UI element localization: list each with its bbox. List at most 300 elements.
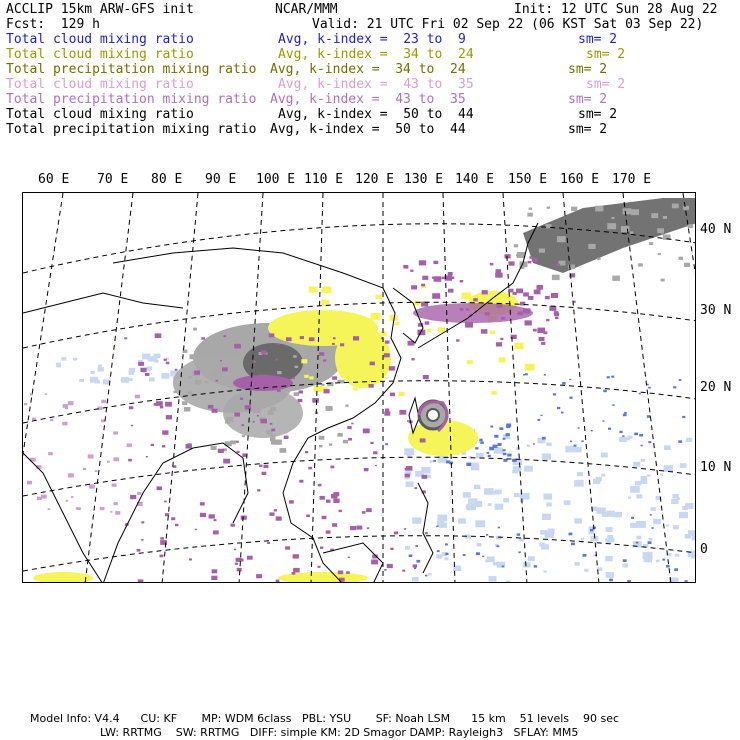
legend-field: Total precipitation mixing ratio: [6, 92, 257, 107]
blue-patch: [562, 382, 566, 385]
light-blue-patch: [548, 529, 555, 534]
light-blue-patch: [161, 373, 169, 379]
typhoon-eye: [427, 409, 439, 421]
purple-speck: [399, 410, 406, 415]
purple-speck: [394, 532, 398, 535]
gray-speck: [316, 376, 321, 380]
light-blue-patch: [489, 576, 497, 582]
model-info-line2: LW: RRTMG SW: RRTMG DIFF: simple KM: 2D Smagor DAMP: Rayleigh3 SFLAY: MM5: [100, 726, 579, 739]
gray-speck: [319, 445, 323, 447]
yellow-speck: [462, 292, 472, 299]
blue-patch: [490, 426, 493, 428]
blue-patch: [612, 404, 614, 406]
gray-speck: [684, 263, 690, 267]
purple-speck: [525, 320, 532, 325]
legend-field: Total cloud mixing ratio: [6, 107, 194, 122]
light-blue-patch: [147, 366, 153, 370]
gray-speck: [188, 376, 192, 379]
blue-patch: [639, 393, 641, 395]
gray-speck: [539, 249, 545, 253]
blue-patch: [634, 433, 638, 436]
purple-speck: [285, 546, 290, 549]
purple-speck: [289, 500, 294, 503]
blue-patch: [619, 431, 622, 433]
purple-speck: [128, 459, 132, 462]
purple-speck: [253, 421, 255, 423]
gray-speck: [649, 242, 653, 245]
purple-speck: [356, 526, 362, 530]
purple-speck: [146, 456, 148, 457]
gray-speck: [253, 408, 261, 414]
light-purple-speck: [135, 395, 140, 399]
blue-patch: [409, 555, 413, 558]
light-purple-speck: [24, 403, 27, 405]
blue-patch: [534, 565, 537, 567]
light-blue-patch: [671, 499, 678, 504]
purple-speck: [162, 445, 165, 447]
purple-speck: [224, 335, 227, 337]
gray-speck: [630, 231, 633, 233]
purple-speck: [460, 280, 464, 282]
blue-patch: [445, 543, 448, 545]
yellow-speck: [313, 386, 322, 392]
gray-speck: [182, 401, 187, 405]
light-blue-patch: [543, 570, 546, 572]
blue-patch: [569, 379, 571, 380]
purple-speck: [534, 290, 541, 295]
light-blue-patch: [406, 481, 414, 487]
light-blue-patch: [463, 492, 471, 498]
purple-speck: [220, 360, 222, 361]
purple-speck: [270, 423, 273, 425]
gray-speck: [313, 357, 317, 360]
purple-speck: [405, 474, 410, 478]
purple-speck: [306, 515, 310, 518]
gray-speck: [688, 224, 694, 228]
purple-speck: [347, 426, 351, 429]
light-blue-patch: [606, 572, 614, 578]
light-purple-speck: [41, 495, 47, 499]
blue-patch: [507, 454, 511, 457]
light-blue-patch: [601, 453, 608, 458]
purple-speck: [410, 270, 413, 272]
blue-patch: [679, 379, 682, 381]
purple-speck: [320, 547, 323, 549]
light-blue-patch: [543, 494, 552, 500]
light-blue-patch: [73, 358, 77, 361]
purple-speck: [131, 425, 133, 427]
purple-speck: [432, 293, 440, 299]
light-purple-speck: [32, 418, 36, 421]
gray-speck: [597, 258, 601, 261]
purple-speck: [261, 351, 266, 355]
purple-speck: [129, 406, 133, 409]
purple-speck: [305, 451, 308, 453]
light-purple-speck: [50, 419, 53, 421]
purple-speck: [390, 548, 393, 550]
purple-speck: [495, 273, 502, 278]
light-blue-patch: [430, 460, 434, 463]
blue-patch: [581, 440, 583, 442]
blue-patch: [416, 560, 420, 563]
light-purple-speck: [112, 483, 117, 486]
purple-speck: [160, 537, 164, 540]
purple-speck: [261, 419, 268, 424]
model-info-line1: Model Info: V4.4 CU: KF MP: WDM 6class PBL: YSU SF: Noah LSM 15 km 51 levels 90 sec: [30, 712, 620, 725]
yellow-speck: [438, 327, 446, 332]
purple-speck: [532, 258, 538, 262]
purple-speck: [235, 563, 238, 565]
purple-speck: [298, 399, 303, 402]
gray-speck: [661, 279, 665, 282]
purple-speck: [407, 420, 409, 422]
blue-patch: [623, 414, 627, 417]
light-purple-speck: [66, 500, 69, 502]
purple-speck: [124, 337, 127, 339]
gray-speck: [345, 405, 348, 407]
purple-speck: [293, 554, 299, 558]
blue-patch: [466, 463, 471, 466]
purple-speck: [339, 510, 342, 512]
light-purple-speck: [114, 502, 118, 505]
init-time: Init: 12 UTC Sun 28 Aug 22: [514, 2, 718, 17]
lon-label: 100 E: [256, 172, 296, 187]
purple-speck: [308, 467, 312, 470]
legend-sm: sm= 2: [586, 77, 626, 92]
light-blue-patch: [149, 378, 155, 382]
light-blue-patch: [623, 564, 629, 568]
purple-speck: [508, 261, 514, 265]
yellow-speck: [301, 359, 307, 363]
blue-patch: [622, 435, 624, 437]
purple-speck: [160, 406, 163, 408]
purple-speck: [274, 509, 277, 511]
yellow-speck: [491, 391, 497, 395]
purple-speck: [390, 393, 395, 397]
light-blue-patch: [506, 581, 511, 584]
light-blue-patch: [673, 525, 679, 529]
purple-speck: [364, 468, 369, 471]
light-blue-patch: [679, 512, 688, 518]
blue-patch: [673, 386, 676, 388]
purple-speck: [423, 375, 429, 379]
purple-speck: [340, 343, 344, 346]
light-blue-patch: [546, 442, 551, 446]
lon-label: 60 E: [38, 172, 70, 187]
gray-speck: [300, 377, 304, 380]
blue-patch: [624, 412, 627, 414]
light-blue-patch: [129, 371, 135, 375]
gray-speck: [190, 354, 197, 359]
purple-speck: [323, 359, 326, 361]
legend-sm: sm= 2: [568, 122, 608, 137]
light-blue-patch: [79, 379, 84, 382]
light-blue-patch: [484, 488, 493, 495]
light-blue-patch: [663, 465, 673, 472]
light-blue-patch: [574, 518, 582, 523]
blue-patch: [506, 433, 510, 436]
light-blue-patch: [666, 524, 669, 526]
purple-speck: [211, 576, 217, 580]
purple-speck: [411, 285, 417, 289]
purple-speck: [209, 514, 215, 518]
blue-patch: [678, 440, 682, 443]
purple-speck: [200, 502, 205, 505]
light-blue-patch: [437, 515, 447, 522]
light-blue-patch: [540, 530, 547, 535]
purple-speck: [546, 319, 549, 321]
light-blue-patch: [686, 438, 692, 442]
purple-speck: [554, 313, 559, 317]
lon-label: 80 E: [151, 172, 183, 187]
blue-patch: [627, 580, 631, 583]
light-purple-speck: [71, 496, 74, 498]
purple-speck: [326, 530, 331, 533]
purple-speck: [175, 524, 178, 526]
purple-speck: [154, 403, 158, 406]
light-purple-speck: [68, 473, 74, 477]
light-blue-patch: [488, 503, 492, 506]
gray-speck: [612, 276, 620, 281]
purple-speck: [422, 276, 428, 280]
gray-speck: [343, 440, 348, 444]
blue-patch: [517, 533, 521, 535]
legend-sm: sm= 2: [568, 92, 608, 107]
light-blue-patch: [688, 530, 696, 535]
purple-speck: [164, 359, 167, 361]
light-purple-speck: [27, 481, 32, 485]
blue-patch: [648, 387, 651, 389]
purple-speck: [324, 389, 330, 393]
purple-speck: [370, 442, 373, 444]
light-blue-patch: [514, 493, 520, 497]
yellow-cloud: [33, 572, 93, 583]
purple-speck: [456, 339, 459, 341]
light-blue-patch: [494, 490, 500, 494]
blue-patch: [499, 427, 503, 430]
purple-speck: [353, 336, 359, 340]
purple-speck: [264, 465, 269, 468]
light-blue-patch: [675, 554, 679, 557]
purple-speck: [385, 443, 388, 445]
yellow-speck: [321, 300, 329, 306]
legend-sm: sm= 2: [586, 47, 626, 62]
purple-speck: [368, 384, 373, 388]
gray-speck: [193, 328, 197, 331]
purple-speck: [528, 296, 534, 300]
purple-speck: [528, 261, 532, 264]
purple-speck: [237, 568, 242, 572]
blue-patch: [542, 437, 546, 440]
purple-speck: [500, 338, 503, 340]
light-blue-patch: [575, 562, 580, 566]
blue-patch: [544, 374, 546, 376]
purple-speck: [216, 380, 218, 382]
gray-speck: [273, 397, 278, 400]
blue-patch: [569, 397, 572, 399]
purple-speck: [231, 524, 235, 527]
purple-speck: [330, 466, 334, 469]
gray-speck: [329, 443, 332, 445]
yellow-speck: [309, 287, 318, 293]
legend-avg: Avg, k-index = 50 to 44: [270, 122, 466, 137]
legend-field: Total cloud mixing ratio: [6, 47, 194, 62]
gray-speck: [293, 355, 297, 358]
latitude-line: [23, 457, 696, 496]
blue-patch: [685, 580, 688, 582]
light-purple-speck: [88, 454, 94, 458]
purple-speck: [481, 329, 488, 334]
blue-patch: [590, 529, 593, 531]
blue-patch: [525, 373, 528, 375]
blue-patch: [433, 460, 436, 462]
yellow-speck: [498, 357, 505, 362]
yellow-speck: [467, 360, 473, 364]
purple-speck: [442, 277, 446, 279]
gray-speck: [651, 213, 658, 218]
gray-speck: [611, 217, 614, 219]
blue-patch: [494, 435, 498, 438]
blue-patch: [636, 542, 638, 544]
purple-speck: [425, 321, 430, 324]
lat-label: 20 N: [700, 380, 732, 395]
light-blue-patch: [630, 486, 640, 493]
purple-speck: [545, 296, 550, 299]
purple-speck: [333, 492, 339, 496]
gray-speck: [571, 207, 577, 211]
blue-patch: [569, 533, 573, 536]
purple-speck: [523, 292, 529, 296]
blue-patch: [650, 514, 652, 516]
light-purple-speck: [114, 457, 120, 461]
lon-label: 110 E: [304, 172, 344, 187]
lon-label: 160 E: [560, 172, 600, 187]
light-purple-speck: [113, 431, 118, 434]
light-purple-speck: [37, 497, 42, 500]
light-blue-patch: [405, 546, 410, 550]
gray-speck: [271, 434, 275, 437]
purple-speck: [420, 438, 426, 442]
purple-speck: [247, 556, 253, 560]
light-blue-patch: [636, 536, 641, 540]
legend-avg: Avg, k-index = 34 to 24: [278, 47, 474, 62]
gray-speck: [279, 395, 284, 399]
legend-avg: Avg, k-index = 43 to 35: [278, 77, 474, 92]
purple-speck: [256, 574, 262, 578]
light-purple-speck: [137, 492, 141, 495]
blue-patch: [648, 441, 651, 443]
purple-speck: [293, 568, 300, 573]
purple-speck: [223, 459, 230, 464]
light-blue-patch: [527, 445, 530, 447]
lat-label: 0: [700, 542, 708, 557]
model-title: ACCLIP 15km ARW-GFS init: [6, 2, 194, 17]
gray-speck: [595, 206, 603, 212]
purple-speck: [333, 337, 336, 339]
yellow-speck: [514, 343, 523, 350]
purple-speck: [537, 285, 544, 290]
coastline: [113, 248, 383, 288]
purple-speck: [333, 499, 339, 503]
gray-speck: [552, 275, 560, 280]
light-blue-patch: [523, 562, 531, 567]
purple-speck: [348, 557, 350, 559]
blue-patch: [574, 445, 577, 447]
blue-patch: [503, 449, 506, 451]
coastline: [23, 453, 103, 583]
purple-speck: [350, 526, 356, 530]
purple-speck: [165, 402, 172, 407]
yellow-speck: [371, 313, 381, 320]
light-blue-patch: [444, 557, 448, 560]
purple-speck: [370, 362, 375, 366]
purple-speck: [141, 521, 144, 523]
purple-speck: [332, 376, 337, 380]
blue-patch: [666, 565, 670, 568]
purple-speck: [292, 377, 295, 379]
light-purple-speck: [68, 401, 74, 405]
light-blue-patch: [564, 500, 571, 505]
longitude-line: [23, 193, 63, 583]
legend-field: Total cloud mixing ratio: [6, 32, 194, 47]
gray-speck: [557, 236, 566, 242]
light-blue-patch: [542, 514, 551, 520]
purple-speck: [237, 451, 240, 453]
purple-speck: [351, 423, 353, 425]
purple-speck: [138, 362, 144, 366]
purple-speck: [505, 254, 511, 258]
blue-patch: [463, 554, 466, 556]
gray-speck: [638, 263, 643, 266]
purple-speck: [312, 398, 319, 403]
gray-speck: [679, 257, 684, 260]
lon-label: 70 E: [97, 172, 129, 187]
purple-speck: [276, 580, 280, 583]
lon-label: 90 E: [205, 172, 237, 187]
purple-speck: [346, 571, 350, 574]
blue-patch: [425, 532, 428, 534]
purple-speck: [253, 361, 256, 363]
yellow-speck: [347, 352, 357, 359]
light-blue-patch: [574, 480, 584, 487]
light-blue-patch: [636, 494, 642, 498]
purple-speck: [366, 508, 372, 512]
light-blue-patch: [633, 582, 639, 583]
typhoon-vortex: [419, 401, 447, 431]
blue-patch: [561, 412, 564, 414]
light-blue-patch: [636, 521, 646, 528]
blue-patch: [498, 443, 502, 446]
light-purple-speck: [95, 470, 98, 472]
yellow-speck: [322, 287, 332, 294]
yellow-speck: [327, 325, 334, 330]
purple-speck: [384, 569, 386, 571]
blue-patch: [506, 425, 510, 428]
light-purple-speck: [115, 511, 120, 515]
light-purple-speck: [101, 400, 106, 404]
purple-speck: [145, 373, 149, 376]
legend-sm: sm= 2: [568, 62, 608, 77]
light-blue-patch: [565, 446, 574, 453]
yellow-speck: [399, 392, 405, 396]
light-blue-patch: [129, 378, 133, 381]
purple-speck: [194, 371, 200, 375]
blue-patch: [541, 415, 543, 416]
light-blue-patch: [95, 380, 100, 384]
blue-patch: [475, 447, 478, 449]
lon-label: 150 E: [508, 172, 548, 187]
purple-speck: [257, 489, 260, 491]
